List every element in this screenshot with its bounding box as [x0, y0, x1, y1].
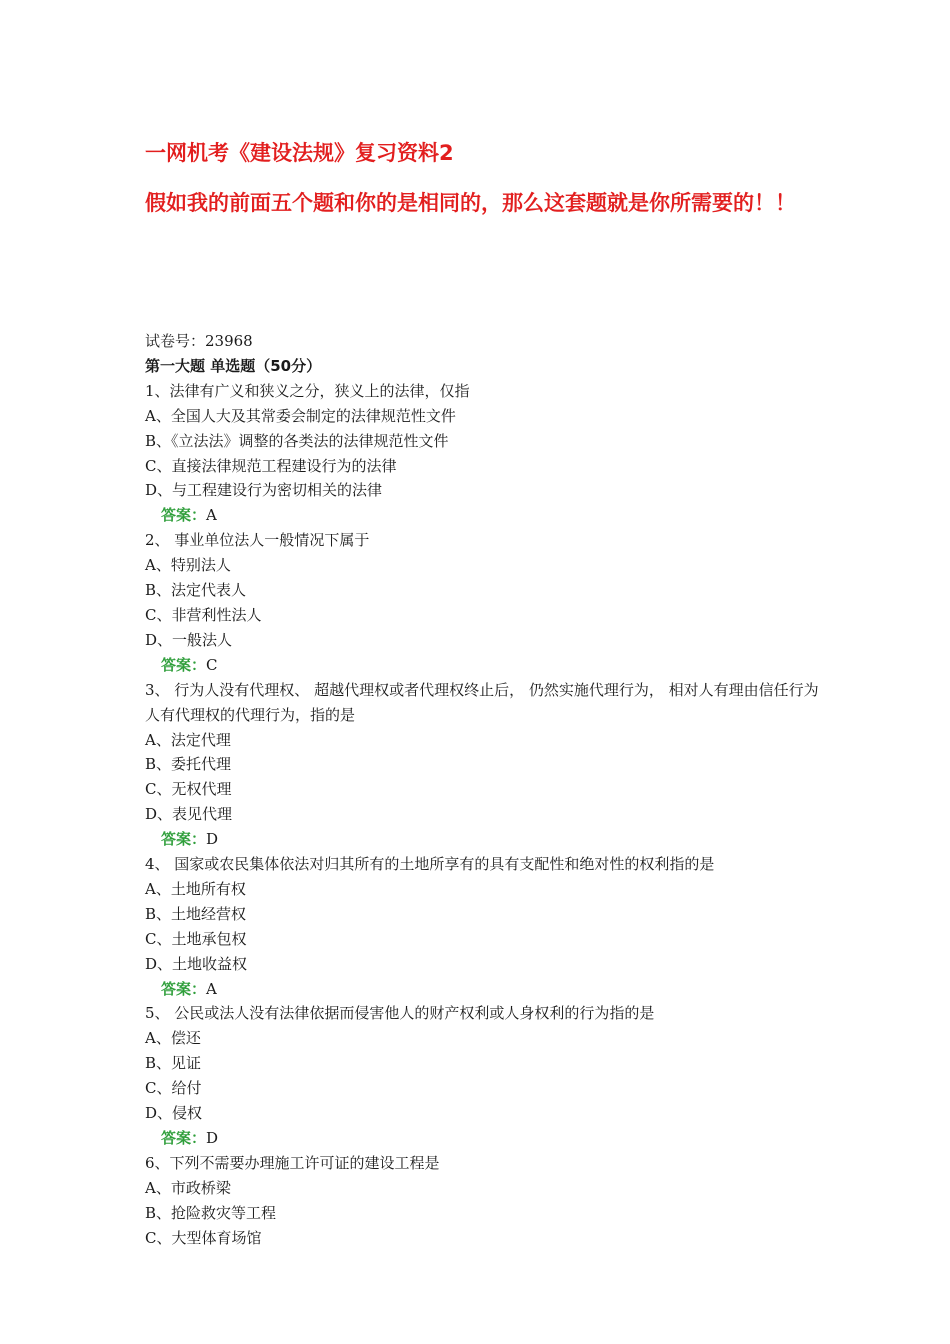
question-text: 6、下列不需要办理施工许可证的建设工程是	[145, 1153, 440, 1172]
answer-label: 答案：	[161, 830, 207, 849]
answer-label: 答案：	[161, 506, 207, 525]
answer-value: D	[206, 1129, 219, 1147]
question-text: 1、法律有广义和狭义之分，狭义上的法律，仅指	[145, 381, 470, 400]
option: C、直接法律规范工程建设行为的法律	[145, 456, 397, 475]
document-notice: 假如我的前面五个题和你的是相同的，那么这套题就是你所需要的！！	[145, 191, 796, 215]
option: C、无权代理	[145, 780, 232, 799]
option: D、与工程建设行为密切相关的法律	[145, 481, 383, 500]
answer-line	[145, 1126, 825, 1151]
option: B、委托代理	[145, 755, 232, 774]
answer-line	[145, 977, 825, 1002]
answer-value: A	[206, 506, 217, 525]
option: B、见证	[145, 1054, 202, 1073]
answer-label: 答案：	[161, 979, 207, 998]
option: B、抢险救灾等工程	[145, 1203, 277, 1222]
question-text: 2、 事业单位法人一般情况下属于	[145, 531, 370, 550]
option: C、非营利性法人	[145, 605, 262, 624]
question-block	[145, 678, 825, 852]
option: A、全国人大及其常委会制定的法律规范性文件	[145, 406, 456, 425]
option: B、法定代表人	[145, 581, 247, 600]
question-block	[145, 1001, 825, 1150]
answer-value: C	[206, 655, 218, 674]
option: C、给付	[145, 1079, 202, 1098]
option: C、土地承包权	[145, 929, 247, 948]
answer-value: A	[206, 979, 217, 998]
option: D、表见代理	[145, 805, 233, 824]
question-block	[145, 852, 825, 1001]
option: D、土地收益权	[145, 954, 248, 973]
answer-line	[145, 503, 825, 528]
option: A、法定代理	[145, 730, 231, 749]
option: A、偿还	[145, 1029, 201, 1048]
document-page	[145, 128, 825, 1251]
question-block	[145, 379, 825, 528]
question-text: 4、 国家或农民集体依法对归其所有的土地所享有的具有支配性和绝对性的权利指的是	[145, 855, 715, 874]
option: D、一般法人	[145, 630, 233, 649]
answer-label: 答案：	[161, 655, 207, 674]
section-heading: 第一大题 单选题（50分）	[145, 356, 322, 375]
option: C、大型体育场馆	[145, 1228, 262, 1247]
answer-line	[145, 653, 825, 678]
option: D、侵权	[145, 1104, 203, 1123]
question-text: 3、 行为人没有代理权、 超越代理权或者代理权终止后， 仍然实施代理行为， 相对人有理由信任行为人有代理权的代理行为，指的是	[145, 680, 819, 724]
question-block	[145, 1151, 825, 1251]
option: A、土地所有权	[145, 879, 246, 898]
question-block	[145, 528, 825, 677]
document-title: 一网机考《建设法规》复习资料2	[145, 141, 454, 165]
question-text: 5、 公民或法人没有法律依据而侵害他人的财产权利或人身权利的行为指的是	[145, 1004, 655, 1023]
answer-line	[145, 827, 825, 852]
question-list	[145, 379, 825, 1251]
option: A、特别法人	[145, 556, 231, 575]
exam-number: 试卷号：23968	[145, 332, 253, 350]
answer-value: D	[206, 830, 219, 849]
option: A、市政桥梁	[145, 1178, 231, 1197]
option: B、《立法法》调整的各类法的法律规范性文件	[145, 431, 449, 450]
option: B、土地经营权	[145, 904, 247, 923]
answer-label: 答案：	[161, 1129, 207, 1147]
